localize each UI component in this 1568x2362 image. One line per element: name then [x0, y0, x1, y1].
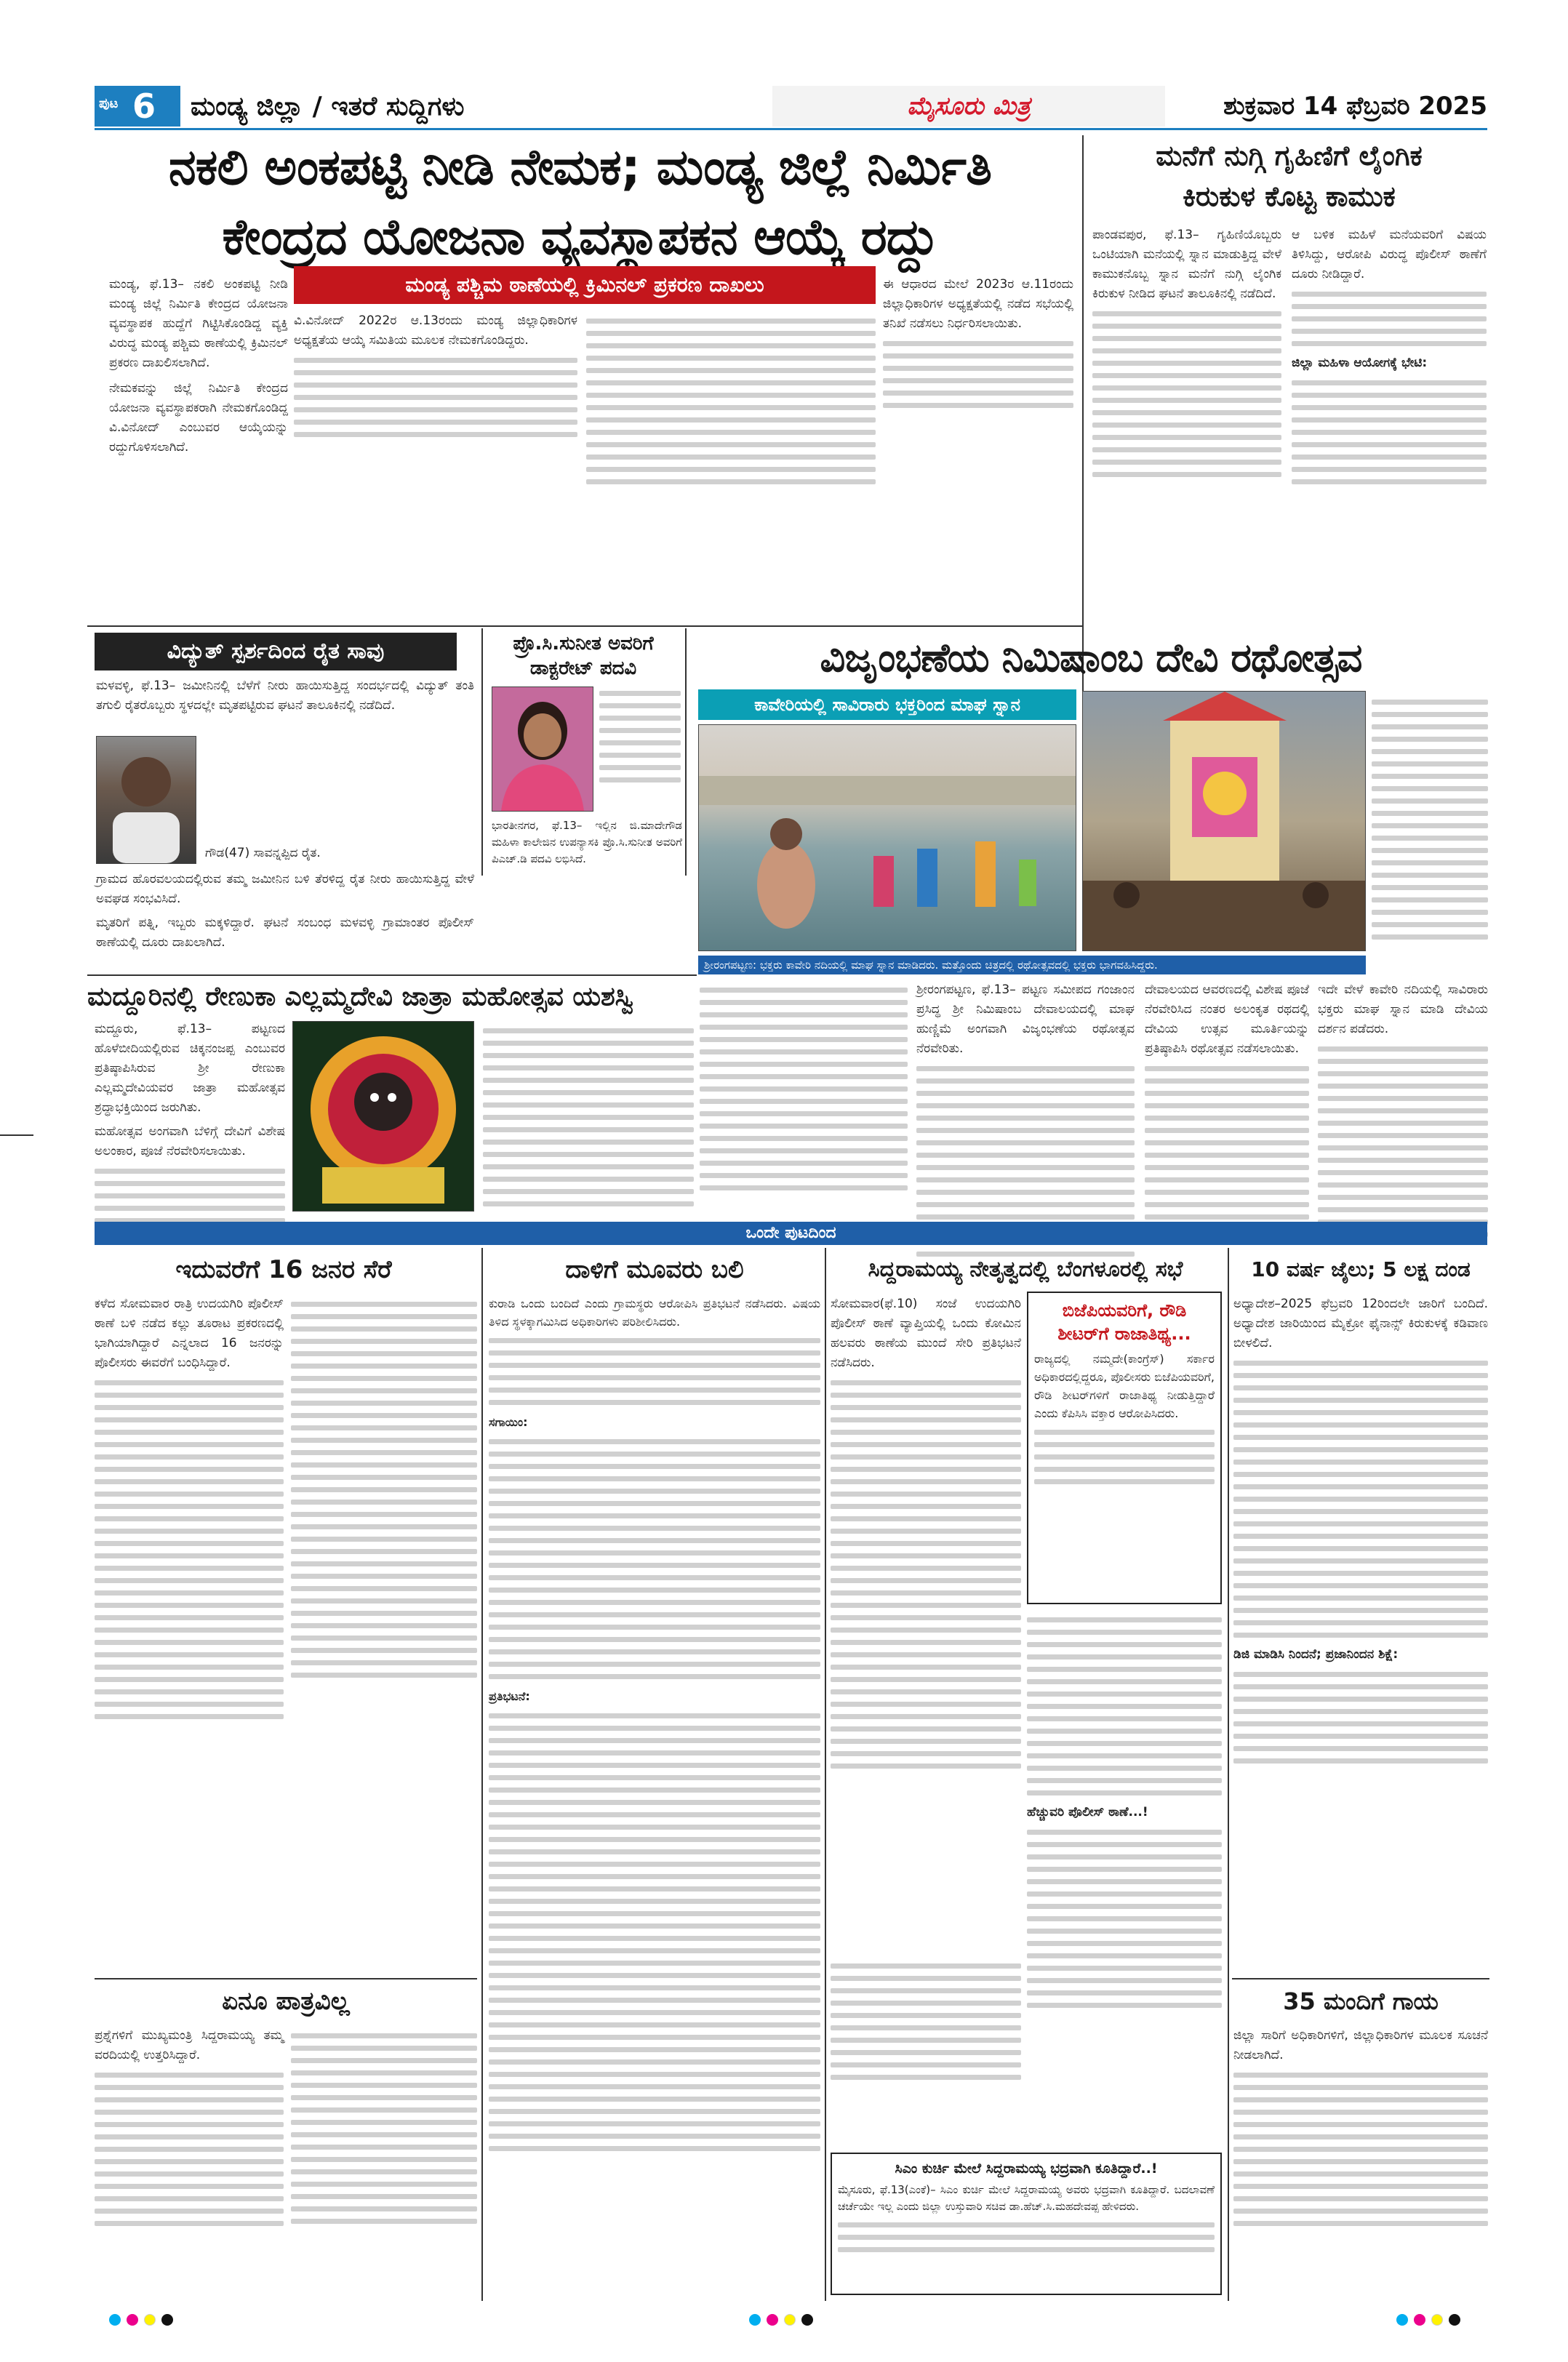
side-story-paragraph: ಆ ಬಳಿಕ ಮಹಿಳೆ ಮನೆಯವರಿಗೆ ವಿಷಯ ತಿಳಿಸಿದ್ದು, ಆರೋಪಿ ವಿರುದ್ಧ ಪೊಲೀಸ್ ಠಾಣೆಗೆ ದೂರು ನೀಡಿದ್ದಾರೆ.: [1292, 228, 1487, 281]
yellow-dot: [1431, 2314, 1443, 2326]
river-bath-photo: [698, 724, 1076, 951]
col4-headline: 10 ವರ್ಷ ಜೈಲು; 5 ಲಕ್ಷ ದಂಡ: [1251, 1257, 1471, 1281]
goddess-photo: [292, 1021, 474, 1212]
registration-dots-right: [1396, 2314, 1476, 2329]
col1-body-2: [291, 1294, 477, 1685]
shock-paragraph: ಗ್ರಾಮದ ಹೊರವಲಯದಲ್ಲಿರುವ ತಮ್ಮ ಜಮೀನಿನ ಬಳಿ ತೆರಳಿದ್ದ ರೈತ ನೀರು ಹಾಯಿಸುತ್ತಿದ್ದ ವೇಳೆ ಅವಘಡ ಸಂಭವಿಸಿದೆ.: [96, 872, 474, 906]
lead-headline-1: ನಕಲಿ ಅಂಕಪಟ್ಟಿ ನೀಡಿ ನೇಮಕ; ಮಂಡ್ಯ ಜಿಲ್ಲೆ ನಿರ್ಮಿತಿ: [168, 139, 992, 196]
col1-paragraph: ಕಳೆದ ಸೋಮವಾರ ರಾತ್ರಿ ಉದಯಗಿರಿ ಪೊಲೀಸ್ ಠಾಣೆ ಬಳಿ ನಡೆದ ಕಲ್ಲು ತೂರಾಟ ಪ್ರಕರಣದಲ್ಲಿ ಭಾಗಿಯಾಗಿದ್ದಾರೆ ಎನ್ನಲಾದ 16 ಜನರನ್ನು ಪೊಲೀಸರು ಈವರೆಗೆ ಬಂಧಿಸಿದ್ದಾರೆ.: [95, 1297, 284, 1370]
column-divider: [481, 1248, 483, 2301]
lead-paragraph: ನೇಮಕವನ್ನು ಜಿಲ್ಲೆ ನಿರ್ಮಿತಿ ಕೇಂದ್ರದ ಯೋಜನಾ ವ್ಯವಸ್ಥಾಪಕರಾಗಿ ನೇಮಕಗೊಂಡಿದ್ದ ವಿ.ವಿನೋದ್ ಎಂಬುವರ ಆಯ್ಕೆಯನ್ನು ರದ್ದುಗೊಳಿಸಲಾಗಿದೆ.: [109, 381, 288, 455]
column-divider: [685, 628, 687, 876]
column-divider: [1228, 1248, 1229, 2301]
lead-body-col-4: [883, 275, 1073, 415]
col3-headline: ಸಿದ್ದರಾಮಯ್ಯ ನೇತೃತ್ವದಲ್ಲಿ ಬೆಂಗಳೂರಲ್ಲಿ ಸಭೆ: [868, 1257, 1183, 1282]
column-divider: [481, 628, 483, 876]
registration-dots-center: [749, 2314, 829, 2329]
section-rule: [87, 974, 697, 976]
yellow-dot: [144, 2314, 156, 2326]
cyan-dot: [1396, 2314, 1408, 2326]
section-title: ಮಂಡ್ಯ ಜಿಲ್ಲಾ / ಇತರೆ ಸುದ್ದಿಗಳು: [191, 92, 465, 121]
lead-body-col-2: [294, 311, 577, 444]
header-underline: [95, 128, 1487, 130]
col3-body-1: [831, 1294, 1021, 1776]
col2-paragraph: ಕುರಾಡಿ ಒಂದು ಬಂದಿದೆ ಎಂದು ಗ್ರಾಮಸ್ಥರು ಆರೋಪಿಸಿ ಪ್ರತಿಭಟನೆ ನಡೆಸಿದರು. ವಿಷಯ ತಿಳಿದ ಸ್ಥಳಕ್ಕಾಗಮಿಸಿದ ಅಧಿಕಾರಿಗಳು ಪರಿಶೀಲಿಸಿದರು.: [489, 1297, 820, 1329]
crop-mark: [0, 1134, 33, 1136]
yellamma-body-1: [95, 1020, 285, 1243]
col4-paragraph: ಜಿಲ್ಲಾ ಸಾರಿಗೆ ಅಧಿಕಾರಿಗಳಿಗೆ, ಜಿಲ್ಲಾಧಿಕಾರಿಗಳ ಮೂಲಕ ಸೂಚನೆ ನೀಡಲಾಗಿದೆ.: [1233, 2028, 1488, 2062]
doctorate-body: [599, 684, 681, 790]
col4-bold-lead: ಡಿಜಿ ಮಾಡಿಸಿ ನಿಂದನೆ; ಪ್ರಜಾನಿಂದನ ಶಿಕ್ಷೆ:: [1233, 1647, 1399, 1662]
chariot-photo: [1082, 691, 1366, 951]
lead-body-col-3: [586, 311, 876, 492]
col3-bold-lead: ಹೆಚ್ಚುವರಿ ಪೊಲೀಸ್ ಠಾಣೆ...!: [1027, 1805, 1148, 1819]
col1-paragraph: ಪ್ರಶ್ನೆಗಳಿಗೆ ಮುಖ್ಯಮಂತ್ರಿ ಸಿದ್ದರಾಮಯ್ಯ ತಮ್ಮ ವರದಿಯಲ್ಲಿ ಉತ್ತರಿಸಿದ್ದಾರೆ.: [95, 2028, 284, 2062]
rowdy-sheeter-box: [1027, 1292, 1222, 1604]
col3-body-2: [1027, 1610, 1222, 2015]
masthead-logo: ಮೈಸೂರು ಮಿತ್ರ: [772, 86, 1165, 127]
rowdy-box-headline-1: ಬಿಜೆಪಿಯವರಿಗೆ, ರೌಡಿ: [1062, 1300, 1187, 1321]
col4-paragraph: ಅಧ್ಯಾದೇಶ–2025 ಫೆಬ್ರವರಿ 12ರಿಂದಲೇ ಜಾರಿಗೆ ಬಂದಿದೆ. ಅಧ್ಯಾದೇಶ ಜಾರಿಯಿಂದ ಮೈಕ್ರೋ ಫೈನಾನ್ಸ್ ಕಿರುಕುಳಕ್ಕೆ ಕಡಿವಾಣ ಬೀಳಲಿದೆ.: [1233, 1297, 1488, 1350]
festival-paragraph: ಶ್ರೀರಂಗಪಟ್ಟಣ, ಫೆ.13– ಪಟ್ಟಣ ಸಮೀಪದ ಗಂಜಾಂನ ಪ್ರಸಿದ್ಧ ಶ್ರೀ ನಿಮಿಷಾಂಬ ದೇವಾಲಯದಲ್ಲಿ ಮಾಘ ಹುಣ್ಣಿಮೆ ಅಂಗವಾಗಿ ವಿಜೃಂಭಣೆಯ ರಥೋತ್ಸವ ನೆರವೇರಿತು.: [916, 982, 1135, 1056]
shock-headline: ವಿದ್ಯುತ್ ಸ್ಪರ್ಶದಿಂದ ರೈತ ಸಾವು: [95, 633, 457, 670]
festival-headline: ವಿಜೃಂಭಣೆಯ ನಿಮಿಷಾಂಬ ದೇವಿ ರಥೋತ್ಸವ: [820, 635, 1362, 681]
lead-paragraph: ಈ ಆಧಾರದ ಮೇಲೆ 2023ರ ಆ.11ರಂದು ಜಿಲ್ಲಾಧಿಕಾರಿಗಳ ಅಧ್ಯಕ್ಷತೆಯಲ್ಲಿ ನಡೆದ ಸಭೆಯಲ್ಲಿ ತನಿಖೆ ನಡೆಸಲು ನಿರ್ಧರಿಸಲಾಯಿತು.: [883, 277, 1073, 331]
col4-headline-2: 35 ಮಂದಿಗೆ ಗಾಯ: [1283, 1987, 1439, 2015]
lecturer-photo: [492, 686, 593, 812]
festival-body-3: [1318, 980, 1488, 1244]
col1-headline-2: ಏನೂ ಪಾತ್ರವಿಲ್ಲ: [222, 1987, 350, 2016]
continuation-banner: ಒಂದೇ ಪುಟದಿಂದ: [95, 1222, 1487, 1245]
cm-chair-box: [831, 2153, 1222, 2295]
shock-body-2: [205, 844, 474, 863]
section-rule: [1232, 1978, 1489, 1979]
col4-body-2: [1233, 2026, 1488, 2233]
cyan-dot: [109, 2314, 121, 2326]
side-story-headline-2: ಕಿರುಕುಳ ಕೊಟ್ಟ ಕಾಮುಕ: [1183, 180, 1396, 212]
col4-body-1: [1233, 1294, 1488, 1771]
page-number-block: [95, 86, 180, 127]
shock-body-3: [96, 870, 474, 953]
col3-body-3: [831, 1956, 1021, 2087]
section-rule: [87, 625, 1082, 627]
shock-name-line: ಗೌಡ(47) ಸಾವನ್ನಪ್ಪಿದ ರೈತ.: [205, 846, 321, 860]
doctorate-headline-2: ಡಾಕ್ಟರೇಟ್ ಪದವಿ: [529, 657, 637, 679]
col2-body: [489, 1294, 820, 2158]
yellamma-body-2: [483, 1021, 694, 1214]
yellamma-headline: ಮದ್ದೂರಿನಲ್ಲಿ ರೇಣುಕಾ ಎಲ್ಲಮ್ಮದೇವಿ ಜಾತ್ರಾ ಮಹೋತ್ಸವ ಯಶಸ್ವಿ: [87, 982, 634, 1012]
magenta-dot: [767, 2314, 778, 2326]
col2-headline: ದಾಳಿಗೆ ಮೂವರು ಬಲಿ: [565, 1255, 744, 1284]
col1-body-1: [95, 1294, 284, 1726]
col1-body-3: [95, 2026, 284, 2233]
black-dot: [801, 2314, 813, 2326]
magenta-dot: [1414, 2314, 1425, 2326]
festival-paragraph: ದೇವಾಲಯದ ಆವರಣದಲ್ಲಿ ವಿಶೇಷ ಪೂಜೆ ನೆರವೇರಿಸಿದ ನಂತರ ಅಲಂಕೃತ ರಥದಲ್ಲಿ ದೇವಿಯ ಉತ್ಸವ ಮೂರ್ತಿಯನ್ನು ಪ್ರತಿಷ್ಠಾಪಿಸಿ ರಥೋತ್ಸವ ನಡೆಸಲಾಯಿತು.: [1145, 982, 1309, 1056]
festival-subhead: ಕಾವೇರಿಯಲ್ಲಿ ಸಾವಿರಾರು ಭಕ್ತರಿಂದ ಮಾಘ ಸ್ನಾನ: [698, 689, 1076, 720]
issue-date: ಶುಕ್ರವಾರ 14 ಫೆಬ್ರವರಿ 2025: [1223, 92, 1487, 121]
shock-body: [96, 676, 474, 716]
lead-headline-2: ಕೇಂದ್ರದ ಯೋಜನಾ ವ್ಯವಸ್ಥಾಪಕನ ಆಯ್ಕೆ ರದ್ದು: [222, 209, 938, 266]
col2-bold-lead: ಸಗಾಯಿಂ:: [489, 1415, 528, 1429]
black-dot: [161, 2314, 173, 2326]
side-story-bold-lead: ಜಿಲ್ಲಾ ಮಹಿಳಾ ಆಯೋಗಕ್ಕೆ ಭೇಟಿ:: [1292, 356, 1428, 370]
col2-bold-lead: ಪ್ರತಿಭಟನೆ:: [489, 1689, 530, 1703]
side-story-headline-1: ಮನೆಗೆ ನುಗ್ಗಿ ಗೃಹಿಣಿಗೆ ಲೈಂಗಿಕ: [1156, 140, 1423, 172]
yellamma-paragraph: ಮಹೋತ್ಸವ ಅಂಗವಾಗಿ ಬೆಳಿಗ್ಗೆ ದೇವಿಗೆ ವಿಶೇಷ ಅಲಂಕಾರ, ಪೂಜೆ ನೆರವೇರಿಸಲಾಯಿತು.: [95, 1124, 285, 1158]
yellamma-paragraph: ಮದ್ದೂರು, ಫೆ.13– ಪಟ್ಟಣದ ಹೊಳೆಬೀದಿಯಲ್ಲಿರುವ ಚಿಕ್ಕನಂಜಪ್ಪ ಎಂಬುವರ ಪ್ರತಿಷ್ಠಾಪಿಸಿರುವ ಶ್ರೀ ರೇಣುಕಾ ಎಲ್ಲಮ್ಮದೇವಿಯವರ ಜಾತ್ರಾ ಮಹೋತ್ಸವ ಶ್ರದ್ಧಾಭಕ್ತಿಯಿಂದ ಜರುಗಿತು.: [95, 1022, 285, 1115]
col3-paragraph: ಸೋಮವಾರ(ಫೆ.10) ಸಂಜೆ ಉದಯಗಿರಿ ಪೊಲೀಸ್ ಠಾಣೆ ವ್ಯಾಪ್ತಿಯಲ್ಲಿ ಒಂದು ಕೋಮಿನ ಹಲವರು ಠಾಣೆಯ ಮುಂದೆ ಸೇರಿ ಪ್ರತಿಭಟನೆ ನಡೆಸಿದರು.: [831, 1297, 1021, 1370]
doctorate-body-2: [492, 817, 682, 868]
farmer-photo: [96, 736, 196, 864]
yellow-dot: [784, 2314, 796, 2326]
yellamma-body-3: [700, 980, 908, 1198]
registration-dots-left: [109, 2314, 189, 2329]
lead-body-col-1: [109, 275, 288, 457]
cyan-dot: [749, 2314, 761, 2326]
festival-paragraph: ಇದೇ ವೇಳೆ ಕಾವೇರಿ ನದಿಯಲ್ಲಿ ಸಾವಿರಾರು ಭಕ್ತರು ಮಾಘ ಸ್ನಾನ ಮಾಡಿ ದೇವಿಯ ದರ್ಶನ ಪಡೆದರು.: [1318, 982, 1488, 1036]
side-story-col-1: [1092, 225, 1281, 484]
lead-paragraph: ಮಂಡ್ಯ, ಫೆ.13– ನಕಲಿ ಅಂಕಪಟ್ಟಿ ನೀಡಿ ಮಂಡ್ಯ ಜಿಲ್ಲೆ ನಿರ್ಮಿತಿ ಕೇಂದ್ರದ ಯೋಜನಾ ವ್ಯವಸ್ಥಾಪಕ ಹುದ್ದೆಗೆ ಗಿಟ್ಟಿಸಿಕೊಂಡಿದ್ದ ವ್ಯಕ್ತಿ ವಿರುದ್ಧ ಮಂಡ್ಯ ಪಶ್ಚಿಮ ಠಾಣೆಯಲ್ಲಿ ಕ್ರಿಮಿನಲ್ ಪ್ರಕರಣ ದಾಖಲಿಸಲಾಗಿದೆ.: [109, 277, 288, 370]
section-rule: [95, 1978, 477, 1979]
cm-box-paragraph: ಮೈಸೂರು, ಫೆ.13(ಎಂಕೆ)– ಸಿಎಂ ಕುರ್ಚಿ ಮೇಲೆ ಸಿದ್ದರಾಮಯ್ಯ ಅವರು ಭದ್ರವಾಗಿ ಕೂತಿದ್ದಾರೆ. ಬದಲಾವಣೆ ಚರ್ಚೆಯೇ ಇಲ್ಲ ಎಂದು ಜಿಲ್ಲಾ ಉಸ್ತುವಾರಿ ಸಚಿವ ಡಾ.ಹೆಚ್.ಸಿ.ಮಹದೇವಪ್ಪ ಹೇಳಿದರು.: [838, 2183, 1215, 2213]
side-story-col-2: [1292, 225, 1487, 492]
shock-paragraph: ಮಳವಳ್ಳಿ, ಫೆ.13– ಜಮೀನಿನಲ್ಲಿ ಬೆಳೆಗೆ ನೀರು ಹಾಯಿಸುತ್ತಿದ್ದ ಸಂದರ್ಭದಲ್ಲಿ ವಿದ್ಯುತ್ ತಂತಿ ತಗುಲಿ ರೈತರೊಬ್ಬರು ಸ್ಥಳದಲ್ಲೇ ಮೃತಪಟ್ಟಿರುವ ಘಟನೆ ತಾಲೂಕಿನಲ್ಲಿ ನಡೆದಿದೆ.: [96, 678, 474, 713]
doctorate-paragraph: ಭಾರತೀನಗರ, ಫೆ.13– ಇಲ್ಲಿನ ಜಿ.ಮಾದೇಗೌಡ ಮಹಿಳಾ ಕಾಲೇಜಿನ ಉಪನ್ಯಾಸಕಿ ಪ್ರೊ.ಸಿ.ಸುನೀತ ಅವರಿಗೆ ಪಿಎಚ್.ಡಿ ಪದವಿ ಲಭಿಸಿದೆ.: [492, 819, 682, 865]
doctorate-headline-1: ಪ್ರೊ.ಸಿ.ಸುನೀತ ಅವರಿಗೆ: [513, 633, 654, 654]
festival-body-2: [1145, 980, 1309, 1239]
shock-paragraph: ಮೃತರಿಗೆ ಪತ್ನಿ, ಇಬ್ಬರು ಮಕ್ಕಳಿದ್ದಾರೆ. ಘಟನೆ ಸಂಬಂಧ ಮಳವಳ್ಳಿ ಗ್ರಾಮಾಂತರ ಪೊಲೀಸ್ ಠಾಣೆಯಲ್ಲಿ ದೂರು ದಾಖಲಾಗಿದೆ.: [96, 916, 474, 950]
col1-body-4: [291, 2026, 477, 2231]
column-divider: [825, 1248, 826, 2301]
lead-paragraph: ವಿ.ವಿನೋದ್ 2022ರ ಆ.13ರಂದು ಮಂಡ್ಯ ಜಿಲ್ಲಾಧಿಕಾರಿಗಳ ಅಧ್ಯಕ್ಷತೆಯ ಆಯ್ಕೆ ಸಮಿತಿಯ ಮೂಲಕ ನೇಮಕಗೊಂಡಿದ್ದರು.: [294, 313, 577, 348]
rowdy-box-headline-2: ಶೀಟರ್‌ಗೆ ರಾಜಾತಿಥ್ಯ...: [1057, 1324, 1191, 1344]
page-header: [95, 86, 1487, 127]
cm-box-headline: ಸಿಎಂ ಕುರ್ಚಿ ಮೇಲೆ ಸಿದ್ದರಾಮಯ್ಯ ಭದ್ರವಾಗಿ ಕೂತಿದ್ದಾರೆ..!: [895, 2161, 1158, 2177]
lead-subhead: ಮಂಡ್ಯ ಪಶ್ಚಿಮ ಠಾಣೆಯಲ್ಲಿ ಕ್ರಿಮಿನಲ್ ಪ್ರಕರಣ ದಾಖಲು: [294, 266, 876, 304]
side-story-paragraph: ಪಾಂಡವಪುರ, ಫೆ.13– ಗೃಹಿಣಿಯೊಬ್ಬರು ಒಂಟಿಯಾಗಿ ಮನೆಯಲ್ಲಿ ಸ್ನಾನ ಮಾಡುತ್ತಿದ್ದ ವೇಳೆ ಕಾಮುಕನೊಬ್ಬ ಸ್ನಾನ ಮನೆಗೆ ನುಗ್ಗಿ ಲೈಂಗಿಕ ಕಿರುಕುಳ ನೀಡಿದ ಘಟನೆ ತಾಲೂಕಿನಲ್ಲಿ ನಡೆದಿದೆ.: [1092, 228, 1281, 301]
black-dot: [1449, 2314, 1460, 2326]
page-label: ಪುಟ: [99, 96, 119, 111]
festival-side-col: [1372, 692, 1488, 947]
rowdy-box-paragraph: ರಾಜ್ಯದಲ್ಲಿ ನಮ್ಮದೇ(ಕಾಂಗ್ರೆಸ್) ಸರ್ಕಾರ ಅಧಿಕಾರದಲ್ಲಿದ್ದರೂ, ಪೊಲೀಸರು ಬಿಜೆಪಿಯವರಿಗೆ, ರೌಡಿ ಶೀಟರ್‌ಗಳಿಗೆ ರಾಜಾತಿಥ್ಯ ನೀಡುತ್ತಿದ್ದಾರೆ ಎಂದು ಕೆಪಿಸಿಸಿ ವಕ್ತಾರ ಆರೋಪಿಸಿದರು.: [1034, 1352, 1215, 1420]
magenta-dot: [127, 2314, 138, 2326]
col1-headline: ಇದುವರೆಗೆ 16 ಜನರ ಸೆರೆ: [175, 1255, 392, 1284]
festival-caption: ಶ್ರೀರಂಗಪಟ್ಟಣ: ಭಕ್ತರು ಕಾವೇರಿ ನದಿಯಲ್ಲಿ ಮಾಘ ಸ್ನಾನ ಮಾಡಿದರು. ಮತ್ತೊಂದು ಚಿತ್ರದಲ್ಲಿ ರಥೋತ್ಸವದಲ್ಲಿ ಭಕ್ತರು ಭಾಗವಹಿಸಿದ್ದರು.: [698, 956, 1366, 974]
page-number: 6: [132, 87, 156, 126]
